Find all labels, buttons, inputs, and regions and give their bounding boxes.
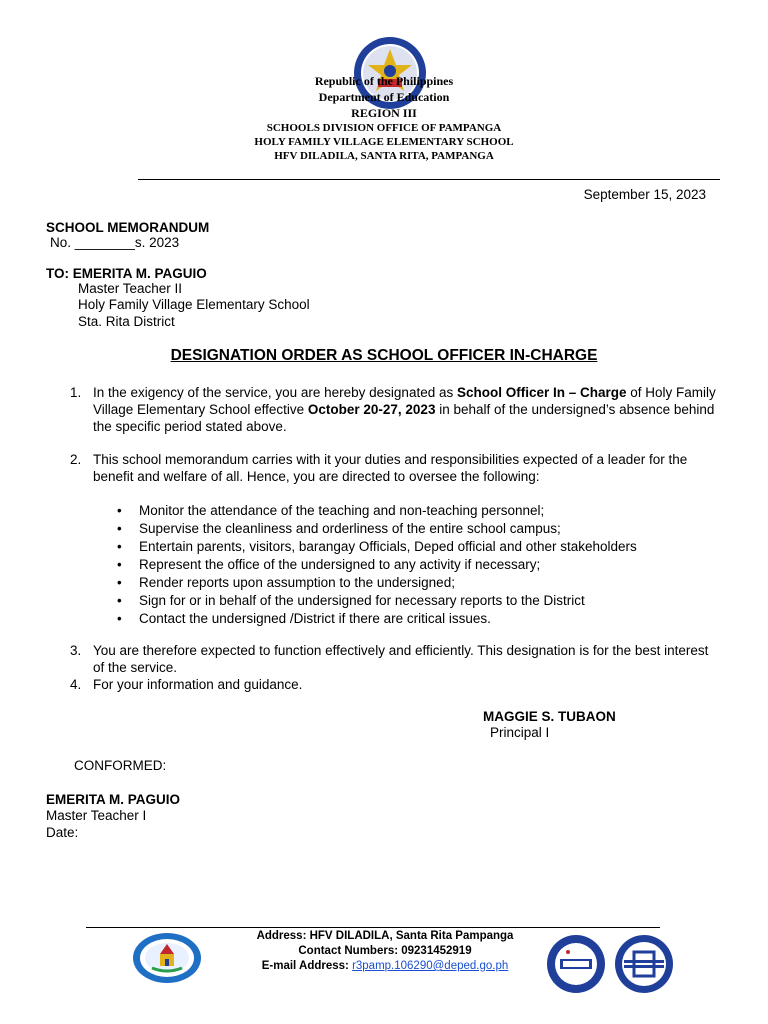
conformed-name: EMERITA M. PAGUIO	[46, 792, 180, 807]
header-address: HFV DILADILA, SANTA RITA, PAMPANGA	[274, 150, 494, 162]
duties-list	[117, 502, 637, 628]
header-region: REGION III	[351, 106, 417, 120]
footer-email-label: E-mail Address:	[261, 960, 353, 972]
recipient-district: Sta. Rita District	[78, 314, 175, 329]
header-divider	[138, 179, 720, 180]
list-item: • Represent the office of the undersigned to any activity if necessary;	[117, 556, 637, 574]
header-department: Department of Education	[318, 90, 450, 104]
signatory-position: Principal I	[490, 725, 550, 740]
paragraph-text: This school memorandum carries with it your duties and responsibilities expected of a leader for the benefit and welfare of all. Hence, you are directed to oversee the following:	[93, 452, 688, 484]
list-item: • Supervise the cleanliness and orderliness of the entire school campus;	[117, 520, 637, 538]
recipient-school: Holy Family Village Elementary School	[78, 297, 310, 312]
header-republic: Republic of the Philippines	[314, 74, 454, 88]
paragraph-text: For your information and guidance.	[93, 677, 303, 692]
footer-address: Address: HFV DILADILA, Santa Rita Pampanga	[256, 930, 514, 942]
list-item: • Render reports upon assumption to the undersigned;	[117, 574, 637, 592]
paragraph-text: You are therefore expected to function effectively and efficiently. This designation is for the best interest of the service.	[93, 643, 709, 675]
list-item: • Monitor the attendance of the teaching and non-teaching personnel;	[117, 502, 637, 520]
paragraph-text: In the exigency of the service, you are hereby designated as School Officer In – Charge of Holy Family Village Elementary School effective October 20-27, 2023 in behalf of the undersigned’s absence behind the specific period stated above.	[93, 385, 716, 434]
memo-date: September 15, 2023	[583, 187, 706, 202]
paragraph-3	[70, 642, 722, 676]
list-item: • Entertain parents, visitors, barangay Officials, Deped official and other stakeholders	[117, 538, 637, 556]
memo-title: SCHOOL MEMORANDUM	[46, 220, 210, 235]
conformed-label: CONFORMED:	[74, 758, 167, 773]
footer-email-link[interactable]: r3pamp.106290@deped.go.ph	[352, 960, 509, 972]
signatory-name: MAGGIE S. TUBAON	[483, 709, 616, 724]
recipient-position: Master Teacher II	[78, 281, 183, 296]
conformed-date-label: Date:	[46, 825, 79, 840]
dqs-certified-icon	[612, 934, 676, 994]
memo-number: No. ________s. 2023	[50, 235, 180, 250]
footer-email-line	[230, 960, 540, 972]
paragraph-number: 3.	[70, 643, 82, 658]
footer-divider	[86, 927, 660, 928]
iqnet-certified-icon	[546, 934, 606, 994]
conformed-position: Master Teacher I	[46, 808, 147, 823]
paragraph-1	[70, 384, 722, 435]
recipient-name: TO: EMERITA M. PAGUIO	[46, 266, 207, 281]
designation-dates: October 20-27, 2023	[307, 402, 436, 417]
list-item: • Sign for or in behalf of the undersigned for necessary reports to the District	[117, 592, 637, 610]
paragraph-4	[70, 676, 722, 693]
designation-role: School Officer In – Charge	[456, 385, 627, 400]
list-item: • Contact the undersigned /District if there are critical issues.	[117, 610, 637, 628]
document-title: DESIGNATION ORDER AS SCHOOL OFFICER IN-CHARGE	[170, 347, 598, 364]
paragraph-number: 1.	[70, 385, 82, 400]
paragraph-number: 4.	[70, 677, 82, 692]
header-division: SCHOOLS DIVISION OFFICE OF PAMPANGA	[266, 122, 502, 134]
footer-contact: Contact Numbers: 09231452919	[298, 945, 472, 957]
paragraph-2	[70, 451, 722, 485]
school-logo-icon	[132, 932, 202, 984]
header-school: HOLY FAMILY VILLAGE ELEMENTARY SCHOOL	[254, 136, 514, 148]
paragraph-number: 2.	[70, 452, 82, 467]
